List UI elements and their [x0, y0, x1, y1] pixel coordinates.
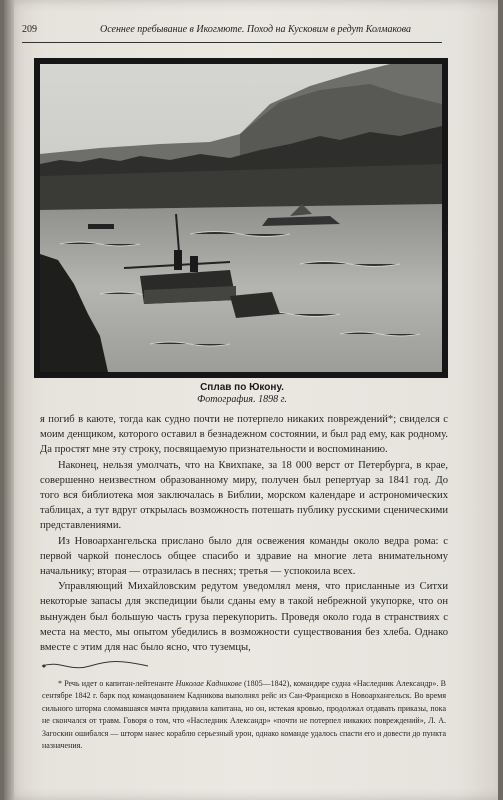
running-title: Осеннее пребывание в Икогмюте. Поход на Кусковим в редут Колмакова	[100, 24, 412, 35]
footnote-prefix: * Речь идет о капитан-лейтенанте	[58, 679, 176, 688]
running-head	[22, 24, 442, 40]
book-page	[4, 0, 498, 800]
paragraph-4: Управляющий Михайловским редутом уведомлял меня, что присланные из Ситхи некоторые запасы для экспедиции были сданы ему в такой небрежной укупорке, что он вынужден был большую часть груза перекупорить. Проведя около года в странствиях с места на место, мы опытом убедились в возможности существования без хлеба. Однако вместе с этим для нас было ясно, что туземцы,	[40, 581, 448, 654]
footnote-text: (1805—1842), командире судна «Наследник Александр». В сентябре 1842 г. барк под командованием Кадникова выполнял рейс из Сан-Франциско в Новоархангельск. Во время сильного шторма сломавшаяся мачта придавила капитана, но он, истекая кровью, продолжал отдавать приказы, пока не скончался от травм. Говоря о том, что «Наследник Александр» «почти не потерпел никаких повреждений», Л. А. Загоскин ошибался — шторм нанес кораблю серьезный урон, однако команде удалось спасти его и довести до пункта назначения.	[42, 679, 446, 751]
figure-caption	[4, 382, 480, 406]
footnote	[42, 678, 446, 752]
river-photograph	[40, 64, 442, 372]
paragraph-2: Наконец, нельзя умолчать, что на Квихпаке, за 18 000 верст от Петербурга, в крае, совершенно неизвестном образованному миру, получен был репертуар за 1841 год. До того вся библиотека моя заключалась в Библии, морском календаре и астрономических таблицах, а тут вдруг открылась возможность потешать публику русскими сценическими представлениями.	[40, 459, 448, 532]
caption-title: Сплав по Юкону.	[200, 382, 284, 393]
header-rule	[22, 42, 442, 43]
footnote-ornament	[40, 660, 150, 672]
river-photograph-image	[40, 64, 442, 372]
body-text	[40, 412, 448, 655]
page-number: 209	[22, 24, 37, 35]
paragraph-1: я погиб в каюте, тогда как судно почти не потерпело никаких повреждений*; свиделся с моим денщиком, которого оставил в безнадежном состоянии, и был рад ему, как родному. Да простят мне эту строку, посвящаемую признательности и воспоминанию.	[40, 414, 448, 456]
caption-subtitle: Фотография. 1898 г.	[197, 394, 287, 405]
footnote-name: Николае Кадникове	[175, 679, 242, 688]
paragraph-3: Из Новоархангельска прислано было для освежения команды около ведра рома: с первой чаркой понеслось общее спасибо и здравие на многие лета внимательному начальнику; вторая — отразилась в песнях; третья — успокоила всех.	[40, 535, 448, 578]
